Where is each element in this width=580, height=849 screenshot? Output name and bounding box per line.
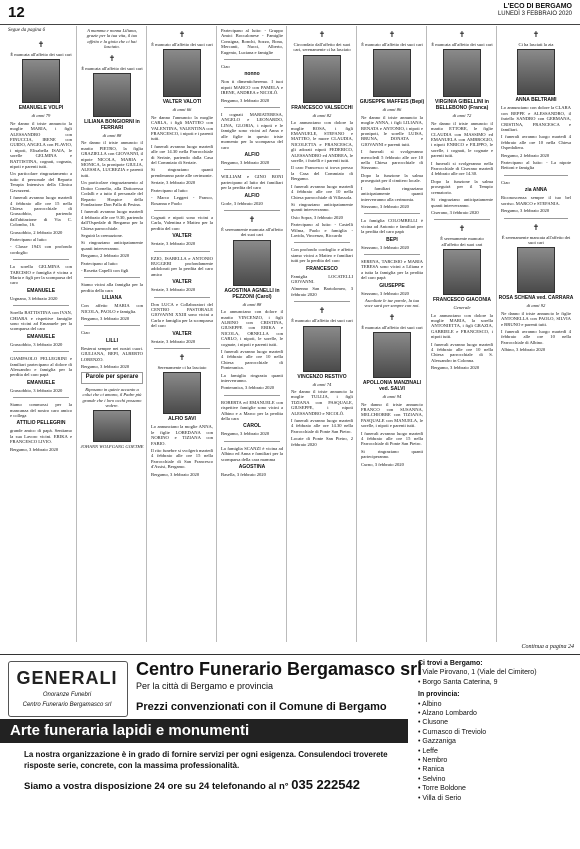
- notice-block: [148, 353, 216, 370]
- portrait-photo: [373, 49, 411, 97]
- notice-text: I funerali si svolgeranno mercoledì 5 febbraio alle ore 10 nella Chiesa parrocchiale di Stezzano.: [361, 149, 423, 171]
- notice-text: Sorella BATTISTINA con IVAN, CHIARA e rispettive famiglie sono vicini ad Emanuele per la scomparsa del caro: [10, 310, 72, 332]
- notice-text: Un particolare ringraziamento al Dottor Cornelio, alla Dottoressa Codalli e a tutto il personale del Reparto Hospice della Fondazione Don Palla di Pesina.: [81, 180, 143, 207]
- logo-subtitle: Onoranze Funebri: [42, 692, 92, 698]
- notice-text: Grassobbio, 2 febbraio 2020: [10, 229, 63, 235]
- divider: [224, 395, 280, 396]
- divider: [13, 305, 69, 306]
- portrait-photo: [22, 59, 60, 103]
- deceased-name: ALFIO: [244, 192, 260, 199]
- obituary-columns: [6, 26, 574, 642]
- logo-company-name: Centro Funerario Bergamasco srl: [22, 702, 112, 708]
- notice-text: Bergamo, 2 febbraio 2020: [81, 253, 130, 259]
- deceased-name: BEPI: [386, 236, 398, 243]
- notice-text: Ne danno l'annuncio la moglie CARLA, i figli MATTEO con VALENTINA, VALENTINA con FRANCESCO, i nipoti e i parenti tutti.: [151, 114, 214, 142]
- notice-intro: È serenamente mancato all'affetto dei suoi cari: [440, 236, 484, 247]
- notice-text: Locate di Ponte San Pietro, 2 febbraio 2020: [291, 436, 353, 447]
- notice-text: Bergamo, 3 febbraio 2020: [151, 471, 200, 477]
- notice-text: Urgnano, 3 febbraio 2020: [10, 295, 58, 301]
- deceased-name: ALFIO: [244, 151, 260, 158]
- publication-name: L'ECO DI BERGAMO: [503, 3, 572, 10]
- notice-text: Bergamo, 3 febbraio 2020: [81, 316, 130, 321]
- notice-text: I funerali avranno luogo martedì 4 febbraio alle ore 15 nella Parrocchiale di Ponte San Pietro.: [361, 430, 423, 447]
- province-location: • Nembro: [418, 757, 448, 765]
- ad-banner: Arte funeraria lapidi e monumenti: [0, 719, 408, 743]
- divider: [294, 301, 350, 302]
- notice-text: Lo annunciano con dolore la moglie ROSA, i figli EMANUELE, STEFANO e MATTEO, le nuore CLAUDIA, NICOLETTA e FRANCESCA, gli adorati nipoti FEDERICO, ALESSANDRO ed ANDREA, le sorelle, i fratelli e i parenti tutti.: [291, 120, 353, 164]
- notice-text: I funerali avranno luogo martedì 4 febbraio alle ore 14.30 nella Parrocchiale di Ponte San Pietro.: [291, 418, 353, 434]
- notice-text: Si ringraziano anticipatamente quanti interverranno.: [81, 240, 143, 251]
- province-location: • Gazzaniga: [418, 738, 456, 746]
- notice-text: La famiglia COLOMBELLI è vicina ad Antonio e familiari per la perdita del caro papà: [361, 218, 423, 235]
- notice-text: Si ringraziano anticipatamente quanti interverranno.: [431, 197, 493, 208]
- ad-phone-line: [24, 777, 360, 792]
- notice-text: Bergamo, 2 febbraio 2020: [501, 152, 550, 158]
- notice-text: Il caro Francesco si trova presso la Casa del Commiato di Bergamo.: [291, 165, 353, 182]
- notice-text: La famiglia ringrazia quanti interverranno.: [221, 372, 283, 384]
- divider: [84, 277, 140, 278]
- notice-text: Bergamo, 3 febbraio 2020: [501, 208, 550, 214]
- notice-text: Lo annunciano con dolore la CLARA con BEPPE e ALESSANDRO, il fratello SANDRO con GERMANA, CRISTINA, FRANCESCA e familiari.: [501, 105, 571, 133]
- portrait-photo: [303, 55, 341, 103]
- notice-text: Ponteranica, 3 febbraio 2020: [221, 385, 275, 391]
- province-heading: In provincia:: [418, 691, 460, 699]
- notice-text: Un particolare ringraziamento a tutto il personale del Reparto Terapia Intensiva della Clinica Gavazzeni.: [10, 171, 72, 193]
- province-location: • Clusone: [418, 719, 449, 727]
- ad-body-text: La nostra organizzazione è in grado di fornire servizi per ogni esigenza. Consulendoci troverete risposte serie, concrete, con la massima professionalità.: [24, 750, 388, 770]
- notice-text: Seguirà la cremazione.: [81, 232, 123, 238]
- deceased-name: VALTER: [172, 330, 192, 337]
- divider: [154, 297, 210, 298]
- notice-text: - Marco Leggeri - Franco, Rosanna e Paolo: [151, 195, 213, 206]
- divider: [84, 325, 140, 326]
- cross-icon: ✝: [178, 30, 186, 39]
- notice-intro: È mancata all'affetto dei suoi cari: [361, 324, 423, 330]
- ad-phone-number: 035 222542: [291, 777, 360, 792]
- age-line: di anni 72: [452, 113, 472, 119]
- notice-text: Osio Sopra, 3 febbraio 2020: [291, 214, 343, 220]
- funeral-home-ad: [0, 654, 580, 849]
- notice-text: Bergamo, 3 febbraio 2020: [221, 159, 270, 165]
- deceased-name: VALTER: [172, 233, 192, 240]
- notice-block: [358, 30, 426, 47]
- notice-text: Stezzano, 3 febbraio 2020: [361, 290, 409, 296]
- ad-phone-label: Siamo a vostra disposizione 24 ore su 24 telefonando al n°: [24, 781, 289, 792]
- notice-intro: È mancata all'affetto dei suoi cari: [431, 42, 493, 47]
- notice-text: Ne danno il triste annuncio la moglie TULLIA, i figli TIZIANA con PASQUALE, GIUSEPPE, i nipoti ALESSANDRO e NICOLÒ.: [291, 389, 353, 416]
- portrait-photo: [233, 240, 271, 286]
- province-list: [418, 700, 576, 803]
- notice-text: Ciserano, 3 febbraio 2020: [431, 209, 479, 215]
- notice-block: [7, 40, 75, 57]
- notice-text: Ciao: [501, 179, 510, 185]
- notice-text: Ne danno il triste annuncio FRANCO con SUSANNA, MELCHIORRE con TIZIANA, PASQUALE con MANUELA, le sorelle, i nipoti e parenti tutti.: [361, 401, 423, 429]
- divider: [154, 210, 210, 211]
- notice-text: Cognati e nipoti sono vicini a Carla, Valentina e Matteo per la perdita del caro: [151, 214, 213, 231]
- notice-text: Si ringraziano quanti parteciperanno.: [361, 448, 423, 460]
- notice-intro: È serenamente mancata all'affetto dei suoi cari: [221, 226, 283, 238]
- notice-text: Ciao: [81, 330, 90, 336]
- notice-text: I familiari ringraziano anticipatamente quanti interverranno alla cerimonia.: [361, 185, 423, 202]
- notice-text: GIAMPAOLO PELLEGRINI e familiari partecipano al dolore di Alessandro e famiglia per la perdita del caro papà: [10, 356, 72, 378]
- deceased-name: LILLI: [106, 337, 118, 344]
- deceased-name: EMANUELE VOLPI: [18, 105, 64, 112]
- deceased-name: CAROL: [243, 423, 261, 430]
- age-line: di anni 66: [172, 107, 192, 113]
- notice-text: Lo annunciano la moglie ANNA, le figlie LOREDANA con NORINO e TIZIANA con FABIO.: [151, 424, 213, 446]
- notice-text: I funerali avranno luogo martedì 4 febbraio alle ore 10 nella Chiesa parrocchiale di S. Alessandro in Colonna.: [431, 341, 493, 363]
- notice-block: [498, 223, 574, 246]
- deceased-name: ANNA BELTRAMI: [515, 97, 557, 104]
- city-address-list: [418, 668, 576, 687]
- notice-text: Si ringraziano anticipatamente quanti interverranno.: [291, 201, 353, 213]
- city-address: • Viale Pirovano, 1 (Viale del Cimitero): [418, 669, 537, 677]
- notice-block: [218, 215, 286, 238]
- notice-text: Lo annunciano con dolore il marito VINCENZO, i figli ALBINO con CRISTINA, GIUSEPPE con ERIKA e NICOLA, ORNELLA con CARLO, i nipoti, le sorelle, le cognate, i nipoti e parenti tutti.: [221, 309, 283, 347]
- cross-icon: ✝: [532, 222, 540, 232]
- notice-text: SERENA, TARCISIO e MARIA TERESA sono vicini a Liliana e a tutta la famiglia per la perdita del caro papà: [361, 258, 423, 281]
- notice-block: [498, 30, 574, 47]
- notice-text: Ne danno il triste annuncio la moglie MARIA, i figli ALESSANDRO con FINUCCIA, IRENE con GUIDO, ANGELA con FLAVIO, i nipoti, Elisabella ISAIA, le sorelle GELMINA e BATTISTINA, cognati, cognata, nipoti e parenti tutti.: [10, 120, 72, 170]
- province-location: • Albino: [418, 700, 442, 708]
- notice-text: Gorle, 3 febbraio 2020: [221, 200, 263, 206]
- age-line: di anni 86: [382, 107, 402, 113]
- deceased-name: FRANCESCO GIACONIA: [432, 297, 492, 304]
- generali-logo: [8, 661, 128, 717]
- notice-block: [148, 30, 216, 47]
- column-6: [356, 26, 426, 642]
- notice-text: Partecipano al lutto:: [151, 187, 188, 193]
- age-line: JOHANN WOLFGANG GOETHE: [80, 444, 144, 450]
- notice-text: Dopo la funzione la salma proseguirà per il cimitero locale.: [361, 172, 423, 184]
- cross-icon: ✝: [248, 214, 256, 224]
- notice-text: Ne danno il triste annuncio il marito PIETRO, la figlia GRAZIELLA con GIOVANNI, il nipote NICOLA, MARIA e MONICA, la pronipote GIULIA, ALESSIA, LUCREZIA e parenti tutti.: [81, 140, 143, 178]
- province-location: • Selvino: [418, 775, 446, 783]
- notice-block: [288, 30, 356, 53]
- notice-text: Don LUCA e Collaboratori del CENTRO PASTORALE GIOVANNI XXIII sono vicini a Carla e famiglia per la scomparsa del caro: [151, 301, 213, 329]
- notice-intro: È mancato all'affetto dei suoi cari: [361, 42, 423, 47]
- notice-text: La famiglia SCANZI è vicina ad Albino ed Anna e familiari per la scomparsa della cara mamma: [221, 445, 283, 462]
- notice-text: I cognati MARIATERESA, ANGELO e LEONARDO, LINA, GLORIA, i nipoti e le famiglie sono vicini ad Anna e alle figlie in questo triste momento per la scomparsa del caro: [221, 112, 283, 150]
- deceased-name: ALFIO SAVI: [168, 416, 196, 423]
- deceased-name: GIUSEPPE MAFFEIS (Bepi): [359, 99, 425, 106]
- notice-intro: È mancata all'affetto dei suoi cari: [81, 65, 143, 71]
- notice-text: Albino, 3 febbraio 2020: [501, 347, 546, 353]
- notice-block: [288, 306, 356, 323]
- section-box-title: Parole per sperare: [81, 372, 143, 383]
- province-location: • Ranica: [418, 766, 445, 774]
- deceased-name: LILIANA: [102, 295, 122, 302]
- cross-icon: ✝: [388, 30, 396, 39]
- continuation-note: Segue da pagina 6: [8, 28, 46, 33]
- deceased-name: nonno: [244, 71, 260, 78]
- notice-text: Seriate, 3 febbraio 2020: [151, 287, 196, 293]
- cross-icon: ✝: [458, 30, 466, 39]
- ad-locations: [418, 659, 576, 803]
- notice-intro: Ci ha lasciati la zia: [518, 42, 554, 47]
- notice-text: Con affetto MARIA con NICOLA, PAOLO e famiglia.: [81, 303, 143, 314]
- divider: [364, 254, 420, 255]
- divider: [294, 242, 350, 243]
- deceased-name: VALTER VALOTI: [162, 99, 202, 106]
- notice-text: Curno, 3 febbraio 2020: [361, 461, 404, 467]
- notice-text: Lo annunciano con dolore la moglie MARIA, la sorella ANTONIETTA, i figli GRAZIA, GABRIELE e FRANCESCO, i nipoti tutti.: [431, 312, 493, 340]
- portrait-photo: [443, 249, 481, 295]
- notice-text: I funerali avranno luogo martedì alle ore 14.30 nella Parrocchiale di Seriate, partendo dalla Casa del Commiato di Seriate.: [151, 143, 213, 166]
- publication-header: [498, 3, 572, 18]
- divider: [224, 107, 280, 108]
- age-line: di anni 82: [312, 112, 332, 118]
- notice-text: Famiglia LOCATELLI GIOVANNI.: [291, 273, 353, 284]
- deceased-name: zia ANNA: [524, 187, 548, 194]
- notice-text: I funerali avranno luogo martedì 4 febbraio alle ore 10 nella Parrocchiale di Albino.: [501, 328, 571, 345]
- divider: [13, 351, 69, 352]
- age-line: di anni 79: [31, 113, 51, 119]
- column-7: [426, 26, 496, 642]
- divider: [504, 175, 568, 176]
- notice-text: - Rosetta Capelli con figli: [81, 267, 129, 273]
- notice-text: Grassobbio, 3 febbraio 2020: [10, 341, 63, 347]
- page-number: 12: [8, 4, 25, 21]
- cross-icon: ✝: [458, 224, 466, 234]
- verse: A mamma e nonna Liliana, grazie per la tua vita, il tuo affetto e la gioia che ci hai lasciato.: [86, 28, 138, 50]
- ad-prices-note: Prezzi convenzionati con il Comune di Bergamo: [136, 701, 387, 713]
- notice-text: Resterai sempre nei nostri cuori. GIULIANA, BEPI, ALBERTO LORENZO.: [81, 345, 143, 362]
- notice-text: Bergamo, 3 febbraio 2020: [431, 365, 480, 371]
- cross-icon: ✝: [178, 353, 186, 362]
- divider: [224, 441, 280, 442]
- notice-text: Partecipano al lutto: - Gruppo Amici Boccalonese - Famiglie Consigna, Ronchi, Sozzo, Bona, Mercanti, Nucci, Alberto, Eugenio, Luciana e famiglie: [221, 28, 283, 55]
- ad-title: Centro Funerario Bergamasco srl: [136, 659, 423, 679]
- notice-text: Stezzano, 3 febbraio 2020: [361, 244, 409, 250]
- deceased-name: EMANUELE: [26, 287, 56, 294]
- notice-block: [358, 313, 426, 330]
- notice-text: I funerali avranno luogo martedì 4 febbraio alle ore 10 nella Chiesa parrocchiale di Villassola.: [291, 183, 353, 200]
- age-line: di anni 74: [312, 381, 332, 387]
- portrait-photo: [443, 49, 481, 97]
- notice-intro: È mancata all'affetto dei suoi cari: [10, 52, 72, 57]
- cross-icon: ✝: [388, 312, 396, 322]
- notice-text: EZIO, ISABELLA e ANTONIO RUGGERI profondamente addolorati per la perdita del caro amico: [151, 255, 213, 277]
- notice-intro: È serenamente mancata all'affetto dei suoi cari: [501, 234, 571, 245]
- notice-text: Bergamo, 3 febbraio 2020: [221, 97, 270, 103]
- divider: [13, 397, 69, 398]
- portrait-photo: [163, 49, 201, 97]
- column-3: [146, 26, 216, 642]
- divider: [434, 219, 490, 220]
- province-location: • Villa di Serio: [418, 794, 462, 802]
- deceased-name: VINCENZO RESTIVO: [297, 373, 347, 380]
- notice-text: Seriate, 3 febbraio 2020: [151, 180, 196, 186]
- cross-icon: ✝: [37, 40, 45, 49]
- logo-wordmark: GENERALI: [16, 668, 118, 688]
- notice-text: I funerali si svolgeranno nella Parrocchiale di Ciserano martedì 4 febbraio alle ore 14.30.: [431, 160, 493, 177]
- column-8: [496, 26, 574, 642]
- divider: [364, 213, 420, 214]
- portrait-photo: [517, 49, 555, 95]
- notice-text: Seriate, 3 febbraio 2020: [151, 241, 196, 247]
- deceased-name: ATTILIO PELLEGRIN: [16, 420, 66, 427]
- notice-text: Siamo commossi per la mancanza del nostro caro amico e collega: [10, 402, 72, 419]
- notice-text: I funerali avranno luogo martedì 4 febbraio alle ore 9.30, partendo dall'Ospedale di Bergamo per la Chiesa parrocchiale.: [81, 209, 143, 231]
- notice-text: grande amico di papà. Sentiamo la sua Lavoro vicini. ERIKA e FRANCESCO LIVIO.: [10, 428, 72, 445]
- province-location: • Alzano Lombardo: [418, 710, 477, 718]
- notice-text: Partecipano al lutto:: [81, 260, 118, 266]
- province-location: • Torre Boldone: [418, 785, 466, 793]
- cross-icon: ✝: [318, 30, 326, 39]
- province-location: • Curnasco di Treviolo: [418, 728, 487, 736]
- ad-subtitle: Per la città di Bergamo e provincia: [136, 681, 274, 691]
- notice-intro: Circondato dall'affetto dei suoi cari, serenamente ci ha lasciato: [293, 42, 351, 53]
- province-location: • Leffe: [418, 747, 438, 755]
- notice-text: Ne danno il triste annuncio la moglie ANNA, i figli LILIANA, RENATA e ANTONIO, i nipoti e pronipoti, le sorelle LUISA, BRUNA, DONATA e GIOVANNI e parenti tutti.: [361, 114, 423, 147]
- deceased-name: LILIANA BONGIORNI in FERRARI: [84, 119, 140, 132]
- notice-text: ROBERTA ed EMANUELE con rispettive famiglie sono vicini a Albino e a Marco per la perdita della cara: [221, 399, 283, 422]
- verse: Riposano in quiete accanto a colui che ci amano, il Padre più grande che i loro occhi possano vedere.: [82, 386, 142, 409]
- age-line: di anni 88: [242, 301, 262, 307]
- notice-text: Bergamo, 3 febbraio 2020: [81, 364, 130, 370]
- column-2: [76, 26, 146, 642]
- notice-text: Con profondo cordoglio e affetto siamo vicini a Matteo e familiari tutti per la perdita del caro: [291, 247, 353, 264]
- portrait-photo: [303, 326, 341, 372]
- notice-text: Il rito funebre si svolgerà martedì 4 febbraio alle ore 15 nella Parrocchiale di San Francesco d'Assisi, Bergamo.: [151, 448, 213, 470]
- notice-text: Si ringraziano quanti prenderanno parte alle cerimonie.: [151, 167, 213, 178]
- age-line: di anni 92: [526, 303, 546, 309]
- notice-text: La sorella GELMINA con TARCISIO e famiglia è vicina a Maria e figli per la scomparsa del caro: [10, 264, 72, 286]
- deceased-name: AGOSTINA AGNELLI in PEZZONI (Carol): [224, 287, 280, 300]
- deceased-name: GIUSEPPE: [379, 282, 405, 289]
- notice-text: WILLIAM e GINO BONI partecipano al lutto dei familiari per la perdita del caro: [221, 174, 283, 191]
- notice-text: Almenno San Bartolomeo, 3 febbraio 2020: [291, 286, 353, 297]
- deceased-name: VIRGINIA GIBELLINI in BELLEBONO (Franca): [435, 99, 489, 112]
- notice-text: I funerali avranno luogo martedì 4 febbraio alle ore 15 nella Chiesa parrocchiale di Grassobbio, partendo dall'abitazione di Via C. Colombo, 16.: [10, 195, 72, 228]
- cross-icon: ✝: [318, 306, 326, 316]
- notice-intro: Serenamente ci ha lasciato: [157, 365, 207, 370]
- notice-text: Partecipano al lutto: - Castelli Wilma, Paolo e famiglia - Lavida, Vincenzo, Riccardo: [291, 222, 353, 238]
- verse: Ascoltate le tue parole, la tua voce sarà per sempre con noi.: [364, 297, 420, 309]
- notice-text: Ne danno il triste annuncio il marito ETTORE, le figlie CLAUDIA con MASSIMO ed EMANUELA con AMBROGIO, i nipoti ENRICO e FILIPPO, le sorelle, i cognati, le cognate e parenti tutti.: [431, 120, 493, 159]
- notice-block: [428, 30, 496, 47]
- notice-text: Stezzano, 3 febbraio 2020: [361, 203, 409, 209]
- notice-intro: È mancato all'affetto dei suoi cari: [151, 42, 213, 47]
- divider: [224, 210, 280, 211]
- notice-text: Grassobbio, 3 febbraio 2020: [10, 387, 63, 393]
- divider: [224, 59, 280, 60]
- portrait-photo: [93, 410, 131, 442]
- divider: [154, 348, 210, 349]
- deceased-name: APOLLONIA MANZINALI ved. SALVI: [362, 380, 422, 393]
- deceased-name: ROSA SCHENA ved. CARRARA: [498, 295, 574, 302]
- notice-text: Bergamo, 3 febbraio 2020: [221, 431, 270, 437]
- cross-icon: ✝: [532, 30, 540, 39]
- notice-text: Riconoscenza sempre il tuo bel sorriso. MARCO e STEFANIA.: [501, 195, 571, 206]
- divider: [224, 169, 280, 170]
- divider: [504, 218, 568, 219]
- column-4: [216, 26, 286, 642]
- notice-text: Siamo vicini alla famiglia per la perdita della cara: [81, 282, 143, 293]
- notice-text: Dopo la funzione la salma proseguirà per il Tempio crematorio.: [431, 178, 493, 195]
- notice-text: Non ti dimenticheremo. I tuoi nipoti MARCO con PAMELA e IRENE, ANDREA e NICOLÒ.: [221, 79, 283, 96]
- notice-text: Bergamo, 3 febbraio 2020: [10, 446, 59, 452]
- portrait-photo: [163, 372, 201, 414]
- city-heading: Ci trovi a Bergamo:: [418, 660, 483, 667]
- city-address: • Borgo Santa Caterina, 9: [418, 678, 498, 686]
- cross-icon: ✝: [108, 53, 116, 63]
- deceased-name: FRANCESCO: [306, 265, 338, 272]
- notice-block: [78, 54, 146, 71]
- age-line: di anni 94: [382, 394, 402, 400]
- deceased-name: FRANCESCO VALSECCHI: [291, 104, 353, 111]
- notice-intro: È mancato all'affetto dei suoi cari: [291, 318, 353, 324]
- age-line: di anni 88: [102, 133, 122, 139]
- notice-text: Ne danno il triste annuncio le figlie ANTONELLA con PAOLO, SILVIA e BRUNO e parenti tutti.: [501, 310, 571, 327]
- age-line: Generale: [453, 305, 471, 311]
- notice-text: Ciao: [221, 64, 230, 70]
- deceased-name: EMANUELE: [26, 333, 56, 340]
- notice-text: I funerali avranno luogo martedì 4 febbraio alle ore 10 nella Chiesa parrocchiale di Ponteranica.: [221, 349, 283, 371]
- notice-text: - Classe 1943 con profondo cordoglio: [10, 244, 72, 255]
- continuation-footer: Continua a pagina 24: [521, 644, 574, 650]
- notice-text: I funerali avranno luogo martedì 4 febbraio alle ore 10 nella Chiesa Ospedaliera.: [501, 134, 571, 151]
- divider: [13, 259, 69, 260]
- notice-text: Partecipano al lutto:: [10, 236, 47, 242]
- notice-text: Basella, 3 febbraio 2020: [221, 472, 266, 478]
- publication-date: LUNEDÌ 3 FEBBRAIO 2020: [497, 11, 572, 17]
- column-1: [6, 26, 75, 652]
- deceased-name: VALTER: [172, 279, 192, 286]
- column-5: [286, 26, 356, 642]
- notice-text: Partecipano al lutto: - La nipote Bettoni e famiglia: [501, 160, 571, 171]
- portrait-photo: [517, 247, 555, 293]
- deceased-name: EMANUELE: [26, 379, 56, 386]
- deceased-name: AGOSTINA: [238, 464, 266, 471]
- page-header: [0, 0, 580, 25]
- notice-block: [428, 224, 496, 247]
- notice-text: Seriate, 3 febbraio 2020: [151, 338, 196, 344]
- portrait-photo: [93, 73, 131, 117]
- divider: [154, 251, 210, 252]
- portrait-photo: [373, 332, 411, 378]
